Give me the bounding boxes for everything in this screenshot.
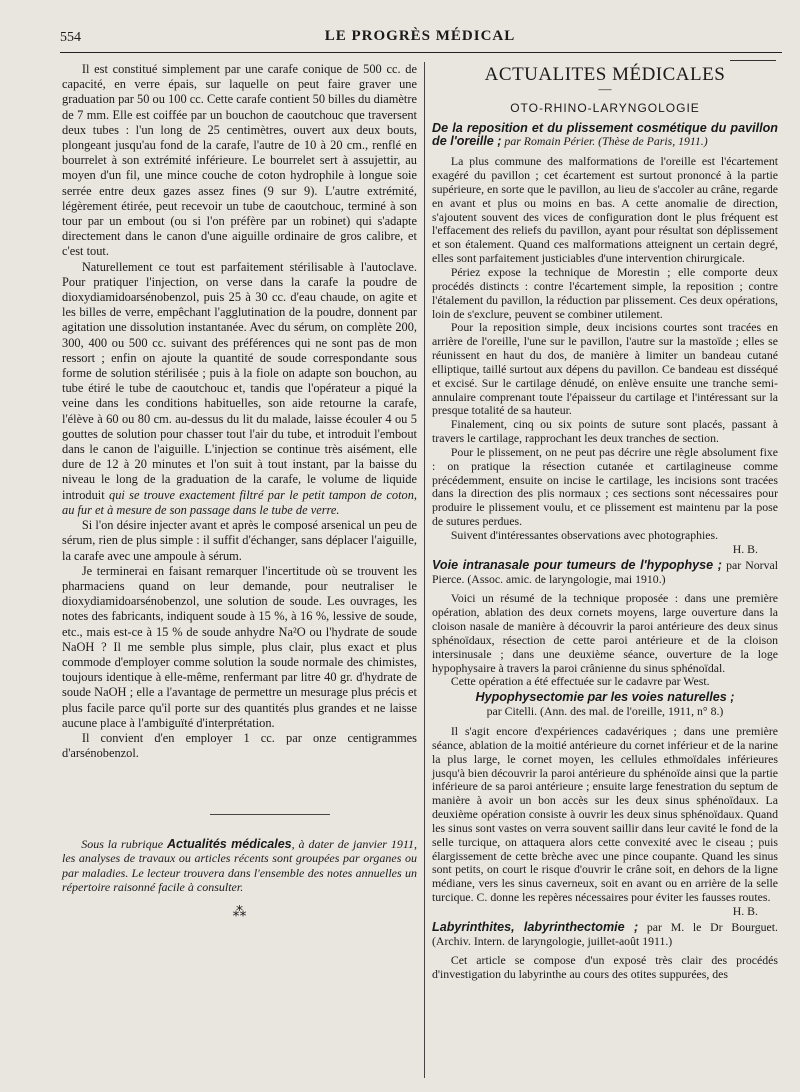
paragraph: Cette opération a été effectuée sur le cadavre par West. (450, 674, 710, 689)
paragraph: Finalement, cinq ou six points de suture sont placés, passant à travers le cartilage, rapprochant les deux tranches de section. (432, 417, 778, 446)
article-title: Hypophysectomie par les voies naturelles ; (475, 690, 735, 705)
column-divider (424, 62, 425, 1078)
paragraph: Je terminerai en faisant remarquer l'incertitude où se trouvent les pharmaciens quand on leur demande, pour neutraliser le dioxydiamidoarsénobenzol, une solution de soude. Les ouvrages, les notes des fabricants, indiquent soude à 15 %, à 16 %, lessive de soude, etc., mais est-ce à 15 % de soude anhydre Na²O ou l'hydrate de soude NaOH ? Il me semble plus simple, plus clair, plus exact et plus commode d'employer comme solution la soude normale des chimistes, toujours identique à elle-même, renfermant par litre 40 gr. d'hydrate de soude NaOH ; elle a l'avantage de permettre un mesurage plus précis et plus facile parce qu'il porte sur des quantités plus grandes et ne laisse aucune place à l'ambiguïté d'interprétation. (62, 563, 417, 730)
paragraph (62, 260, 417, 518)
fleuron-ornament: ⁂ (232, 904, 247, 920)
running-head (60, 26, 780, 54)
article-title: Voie intranasale pour tumeurs de l'hypophyse ; (432, 557, 722, 572)
article-byline: par Citelli. (Ann. des mal. de l'oreille, 1911, n° 8.) (486, 704, 724, 719)
signature: H. B. (732, 903, 758, 918)
article-heading (432, 691, 778, 719)
page-number: 554 (60, 30, 81, 45)
article-byline: par Romain Périer. (Thèse de Paris, 1911.) (501, 134, 708, 149)
italic-text: qui se trouve exactement filtré par le petit tampon de coton, au fur et à mesure de son passage dans le tube de verre. (62, 487, 417, 517)
paragraph: Il s'agit encore d'expériences cadavériques ; dans une première séance, ablation de la moitié antérieure du cornet inférieur et de la narine la plus large, le cornet moyen, les cellules ethmoïdales inférieures jusqu'à bien découvrir la paroi antérieure du sphénoïde ainsi que la partie inférieure de sa paroi antérieure ; ensuite large fenestration du septum de manière à avoir un bon accès sur les deux sinus sphénoïdaux. La deuxième opération consiste à ouvrir les deux sinus sphénoïdaux. Quand les sinus sont vastes on verra souvent saillir dans leur cavité le fond de la selle turcique, on attaquera alors cette convexité avec le ciseau ; puis élargissement de cette brèche avec une pince coupante. Quand les sinus sont petits, on court le risque d'ouvrir le crâne soit, en dehors de la ligne médiane, vers les sinus caverneux, soit en avant ou en arrière de la selle turcique. C. donne les repères nécessaires pour éviter les fausses routes. (432, 723, 778, 905)
note-bold: Actualités médicales (167, 836, 292, 851)
paragraph: Périez expose la technique de Morestin ; elle comporte deux procédés distincts : contre l'écartement simple, la reposition ; contre l'étalement du pavillon, la réduction par plissement. Ces deux opérations, loin de s'exclure, peuvent se combiner utilement. (432, 264, 778, 321)
note-rest: , à dater de janvier 1911, les analyses de travaux ou articles récents sont groupées par organes ou par maladies. Le lecteur trouvera dans l'ensemble des notes annuelles un répertoire raisonné facile à consulter. (62, 836, 418, 895)
header-rule (60, 52, 782, 53)
paragraph: Il convient d'en employer 1 cc. par onze centigrammes d'arsénobenzol. (62, 730, 417, 761)
paragraph: Pour la reposition simple, deux incisions courtes sont tracées en arrière de l'oreille, l'une sur le pavillon, l'autre sur la mastoïde ; elles se réunissent en haut du dos, de manière à limiter un bandeau cutané elliptique, taillé surtout aux dépens du pavillon. Ce bandeau est disséqué et excisé. Sur le cartilage dénudé, on enlève ensuite une tranche semi-annulaire comprenant toute l'épaisseur du cartilage et l'intéressant sur la presque totalité de sa hauteur. (432, 320, 778, 418)
paragraph: Suivent d'intéressantes observations avec photographies. (450, 528, 719, 542)
note-lead: Sous la rubrique (81, 836, 164, 851)
paragraph: Si l'on désire injecter avant et après le composé arsenical un peu de sérum, rien de plus simple : il suffit d'échanger, sans déplacer l'aiguille, la carafe avec une ampoule à sérum. (62, 518, 417, 563)
journal-title: LE PROGRÈS MÉDICAL (324, 28, 516, 44)
section-title: ACTUALITES MÉDICALES (484, 64, 726, 85)
article-heading (432, 559, 778, 587)
ornamental-divider (122, 805, 417, 820)
subsection-title: OTO-RHINO-LARYNGOLOGIE (510, 100, 700, 115)
paragraph: Voici un résumé de la technique proposée : dans une première opération, ablation des deux cornets moyens, large ouverture dans la cloison nasale de manière à découvrir la paroi antérieure des deux sinus sphénoïdaux, résection de cette paroi antérieure et de la cloison intersinusale ; dans une deuxième séance, ouverture de la loge hypophysaire à travers la paroi crânienne du sinus sphénoïdal. (432, 591, 778, 675)
paragraph: Il est constitué simplement par une carafe conique de 500 cc. de capacité, en verre épais, sur laquelle on peut faire graver une graduation par 50 ou 100 cc. Cette carafe contient 50 billes du diamètre de 7 mm. Elle est coiffée par un bouchon de caoutchouc que traversent deux tubes : l'un long de 25 centimètres, ouvert aux deux bouts, plongeant jusqu'au fond de la carafe, l'autre de 10 à 20 cm., renflé en bourrelet à son extrémité inférieure. Le bourrelet sert à assujettir, au moyen d'un fil, une mince couche de coton hydrophile à longue soie serrée entre deux gazes assez fines (9 sur 9). L'autre extrémité, légèrement étirée, peut recevoir un tube de caoutchouc, terminé à son tour par un embout (ou si l'on préfère par un robinet) qui s'adapte directement dans le canon d'une aiguille ordinaire de gros calibre, et c'est tout. (62, 62, 417, 259)
decorative-rule (730, 60, 776, 61)
article-byline: par M. le Dr Bourguet. (Archiv. Intern. de laryngologie, juillet-août 1911.) (432, 919, 778, 948)
paragraph: Cet article se compose d'un exposé très clair des procédés d'investigation du labyrinthe au cours des otites suppurées, des (432, 953, 778, 982)
signature: H. B. (732, 541, 758, 556)
article-title: De la reposition et du plissement cosmétique du pavillon de l'oreille ; (432, 120, 778, 149)
article-title: Labyrinthites, labyrinthectomie ; (432, 919, 639, 934)
article-heading (432, 921, 778, 949)
right-column (432, 62, 778, 1082)
paragraph: Pour le plissement, on ne peut pas décrire une règle absolument fixe : on pratique la résection cutanée et cartilagineuse comme précédemment, ensuite on incise le cartilage, les incisions sont tracées dans la direction des plis normaux ; ces sections sont nécessaires pour produire le plissement voulu, et ce plissement est maintenu par la pose de sutures perdues. (432, 444, 778, 529)
section-dash: — (598, 80, 612, 96)
article-heading (432, 122, 778, 150)
article-byline: par Norval Pierce. (Assoc. amic. de laryngologie, mai 1910.) (432, 557, 778, 586)
paragraph-text: Naturellement ce tout est parfaitement stérilisable à l'autoclave. Pour pratiquer l'injection, on verse dans la carafe la poudre de dioxydiamidoarsénobenzol, puis 25 à 30 cc. d'eau chaude, on agite et les billes de verre, empêchant l'agglutination de la poudre, donnent par agitation une dissolution instantanée. Avec du sérum, on complète 200, 300, 400 ou 500 cc. suivant des préférences qui ne sont pas de mon ressort ; enfin on ajoute la quantité de soude correspondante sous forme de solution stérilisée ; puis à la fiole on adapte son bouchon, au tube étiré le tube de caoutchouc et, tandis que l'opérateur a piqué la veine dans les conditions habituelles, son aide retourne la carafe, l'élève à 60 ou 80 cm. au-dessus du lit du malade, laisse écouler 4 ou 5 gouttes de solution pour chasser tout l'air du tube, et introduit l'embout dans le canon de l'aiguille. L'injection se continue très aisément, elle dure de 12 à 20 minutes et l'on suit à tout instant, par la baisse du niveau le long de la graduation de la carafe, le volume de liquide introduit (62, 259, 417, 502)
paragraph: La plus commune des malformations de l'oreille est l'écartement exagéré du pavillon ; cet écartement est surtout prononcé à la partie supérieure, en sorte que le pavillon, au lieu de s'accoler au crâne, regarde en avant et plus ou moins en bas. A cette anomalie de direction, s'ajoutent souvent des vices de configuration dont le plus fréquent est l'effacement des reliefs du pavillon, ayant pour résultat son déplissement et son étalement. Quand ces malformations atteignent un certain degré, elles sont parfaitement justiciables d'une intervention chirurgicale. (432, 154, 778, 266)
editorial-note (62, 837, 417, 895)
left-column (62, 62, 417, 1072)
